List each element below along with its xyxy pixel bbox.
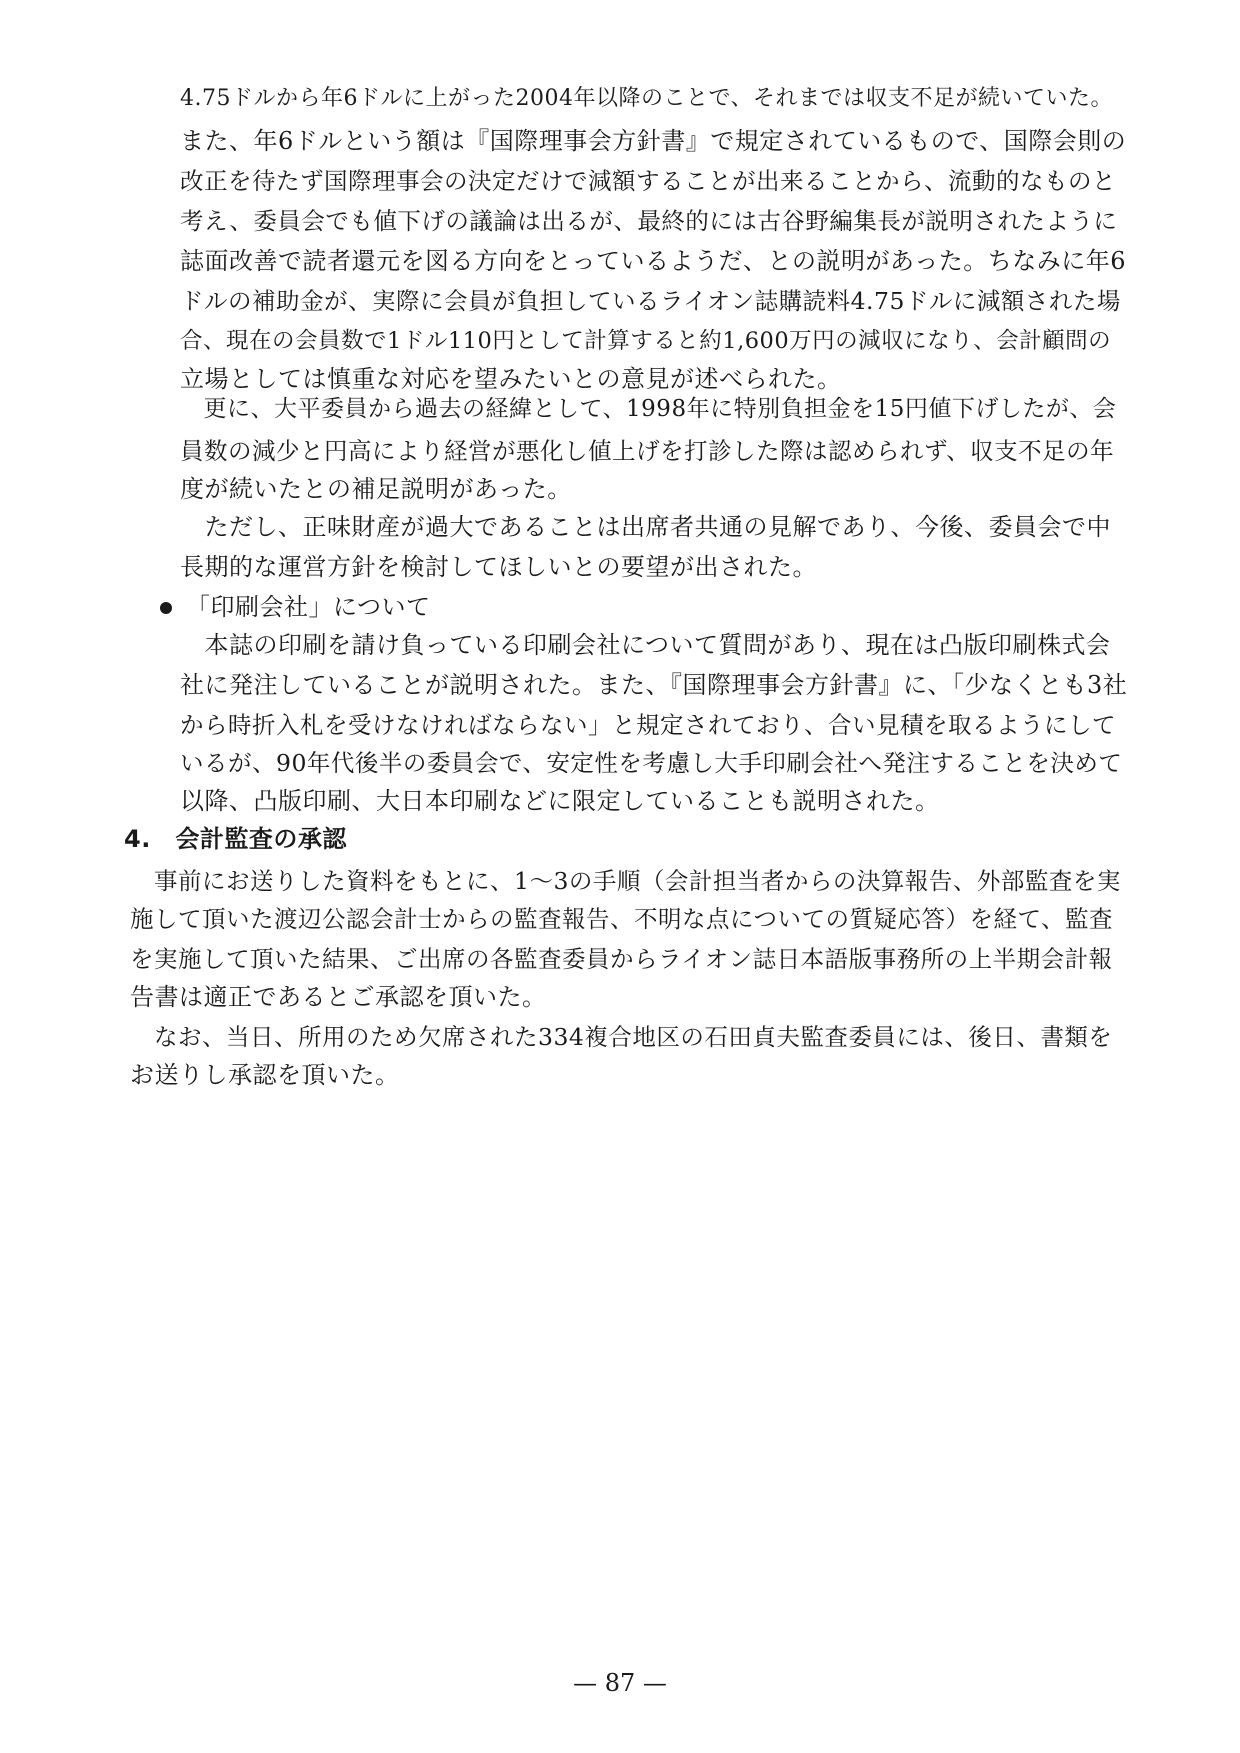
paragraph-line: いるが、90年代後半の委員会で、安定性を考慮し大手印刷会社へ発注することを決めて bbox=[180, 749, 1123, 777]
paragraph-line: から時折入札を受けなければならない」と規定されており、合い見積を取るようにして bbox=[180, 711, 1116, 739]
paragraph-line: 本誌の印刷を請け負っている印刷会社について質問があり、現在は凸版印刷株式会 bbox=[180, 631, 1111, 659]
paragraph-line: 長期的な運営方針を検討してほしいとの要望が出された。 bbox=[180, 553, 817, 581]
paragraph-line: 以降、凸版印刷、大日本印刷などに限定していることも説明された。 bbox=[180, 787, 940, 815]
paragraph-line: 社に発注していることが説明された。また、『国際理事会方針書』に、「少なくとも3社 bbox=[180, 671, 1128, 699]
paragraph-line: 合、現在の会員数で1ドル110円として計算すると約1,600万円の減収になり、会計顧問の bbox=[180, 328, 1112, 354]
paragraph-line: お送りし承認を頂いた。 bbox=[130, 1061, 400, 1089]
paragraph-line: 事前にお送りした資料をもとに、1〜3の手順（会計担当者からの決算報告、外部監査を実 bbox=[130, 867, 1121, 895]
paragraph-line: を実施して頂いた結果、ご出席の各監査委員からライオン誌日本語版事務所の上半期会計報 bbox=[130, 945, 1113, 973]
paragraph-line: また、年6ドルという額は『国際理事会方針書』で規定されているもので、国際会則の bbox=[180, 127, 1127, 155]
paragraph-line: 告書は適正であるとご承認を頂いた。 bbox=[130, 983, 547, 1011]
paragraph-line: なお、当日、所用のため欠席された334複合地区の石田貞夫監査委員には、後日、書類を bbox=[130, 1023, 1113, 1051]
bullet-icon bbox=[160, 602, 172, 614]
paragraph-line: 立場としては慎重な対応を望みたいとの意見が述べられた。 bbox=[180, 365, 842, 393]
paragraph-line: 施して頂いた渡辺公認会計士からの監査報告、不明な点についての質疑応答）を経て、監査 bbox=[130, 905, 1114, 933]
paragraph-line: 度が続いたとの補足説明があった。 bbox=[180, 475, 572, 503]
paragraph-line: 誌面改善で読者還元を図る方向をとっているようだ、との説明があった。ちなみに年6 bbox=[180, 247, 1127, 275]
paragraph-line: 員数の減少と円高により経営が悪化し値上げを打診した際は認められず、収支不足の年 bbox=[180, 437, 1115, 465]
bullet-heading: 「印刷会社」について bbox=[186, 593, 431, 621]
paragraph-line: 考え、委員会でも値下げの議論は出るが、最終的には古谷野編集長が説明されたように bbox=[180, 207, 1118, 235]
paragraph-line: 改正を待たず国際理事会の決定だけで減額することが出来ることから、流動的なものと bbox=[180, 167, 1116, 195]
section-heading: 4. 会計監査の承認 bbox=[124, 825, 347, 853]
paragraph-line: ただし、正味財産が過大であることは出席者共通の見解であり、今後、委員会で中 bbox=[180, 513, 1111, 541]
paragraph-line: ドルの補助金が、実際に会員が負担しているライオン誌購読料4.75ドルに減額された場 bbox=[180, 287, 1121, 315]
paragraph-line: 4.75ドルから年6ドルに上がった2004年以降のことで、それまでは収支不足が続いていた。 bbox=[180, 86, 1114, 111]
paragraph-line: 更に、大平委員から過去の経緯として、1998年に特別負担金を15円値下げしたが、会 bbox=[180, 396, 1117, 422]
page-number: — 87 — bbox=[573, 1669, 667, 1697]
